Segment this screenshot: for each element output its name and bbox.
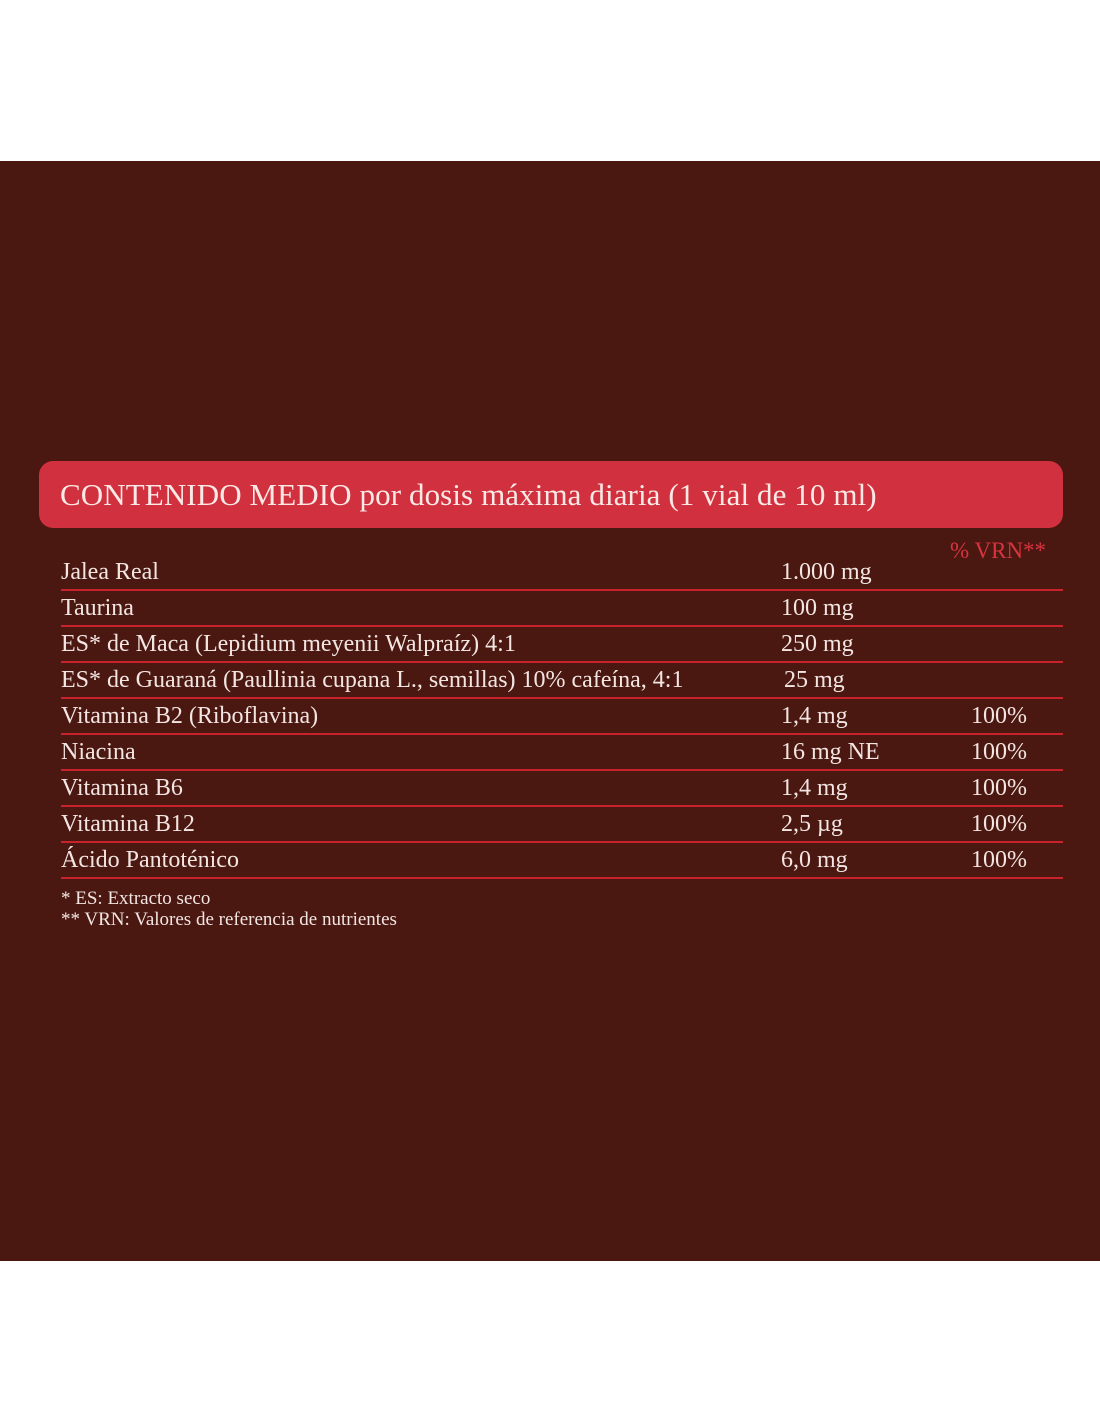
content-header-banner xyxy=(39,461,1063,528)
table-row xyxy=(61,735,1063,771)
nutrition-panel xyxy=(0,161,1100,1261)
ingredient-amount: 2,5 µg xyxy=(781,811,843,837)
footnote-vrn: ** VRN: Valores de referencia de nutrientes xyxy=(61,909,397,930)
ingredient-name: ES* de Guaraná (Paullinia cupana L., semillas) 10% cafeína, 4:1 xyxy=(61,667,684,693)
vrn-column-header: % VRN** xyxy=(950,538,1047,563)
ingredient-amount: 1.000 mg xyxy=(781,559,872,585)
ingredient-name: Vitamina B2 (Riboflavina) xyxy=(61,703,319,729)
ingredient-amount: 250 mg xyxy=(781,631,854,657)
ingredient-name: Ácido Pantoténico xyxy=(61,847,239,873)
ingredient-name: Jalea Real xyxy=(61,559,159,585)
table-row xyxy=(61,699,1063,735)
ingredient-amount: 1,4 mg xyxy=(781,775,848,801)
table-row xyxy=(61,554,1063,591)
table-row xyxy=(61,771,1063,807)
table-row xyxy=(61,627,1063,663)
ingredient-name: Vitamina B6 xyxy=(61,775,183,801)
ingredient-amount: 25 mg xyxy=(784,667,845,693)
ingredient-name: Vitamina B12 xyxy=(61,811,195,837)
ingredient-vrn: 100% xyxy=(971,703,1027,729)
ingredient-vrn: 100% xyxy=(971,847,1027,873)
ingredient-vrn: 100% xyxy=(971,811,1027,837)
table-row xyxy=(61,807,1063,843)
table-row xyxy=(61,843,1063,879)
ingredient-amount: 100 mg xyxy=(781,595,854,621)
table-row xyxy=(61,663,1063,699)
content-header-title: CONTENIDO MEDIO por dosis máxima diaria (1 vial de 10 ml) xyxy=(60,476,877,512)
footnotes xyxy=(61,888,397,930)
ingredient-amount: 1,4 mg xyxy=(781,703,848,729)
ingredient-vrn: 100% xyxy=(971,775,1027,801)
ingredient-name: Taurina xyxy=(61,595,134,621)
nutrition-table xyxy=(61,554,1063,879)
ingredient-name: ES* de Maca (Lepidium meyenii Walpraíz) 4:1 xyxy=(61,631,516,657)
ingredient-vrn: 100% xyxy=(971,739,1027,765)
table-row xyxy=(61,591,1063,627)
ingredient-amount: 6,0 mg xyxy=(781,847,848,873)
ingredient-name: Niacina xyxy=(61,739,136,765)
ingredient-amount: 16 mg NE xyxy=(781,739,880,765)
footnote-es: * ES: Extracto seco xyxy=(61,888,211,909)
